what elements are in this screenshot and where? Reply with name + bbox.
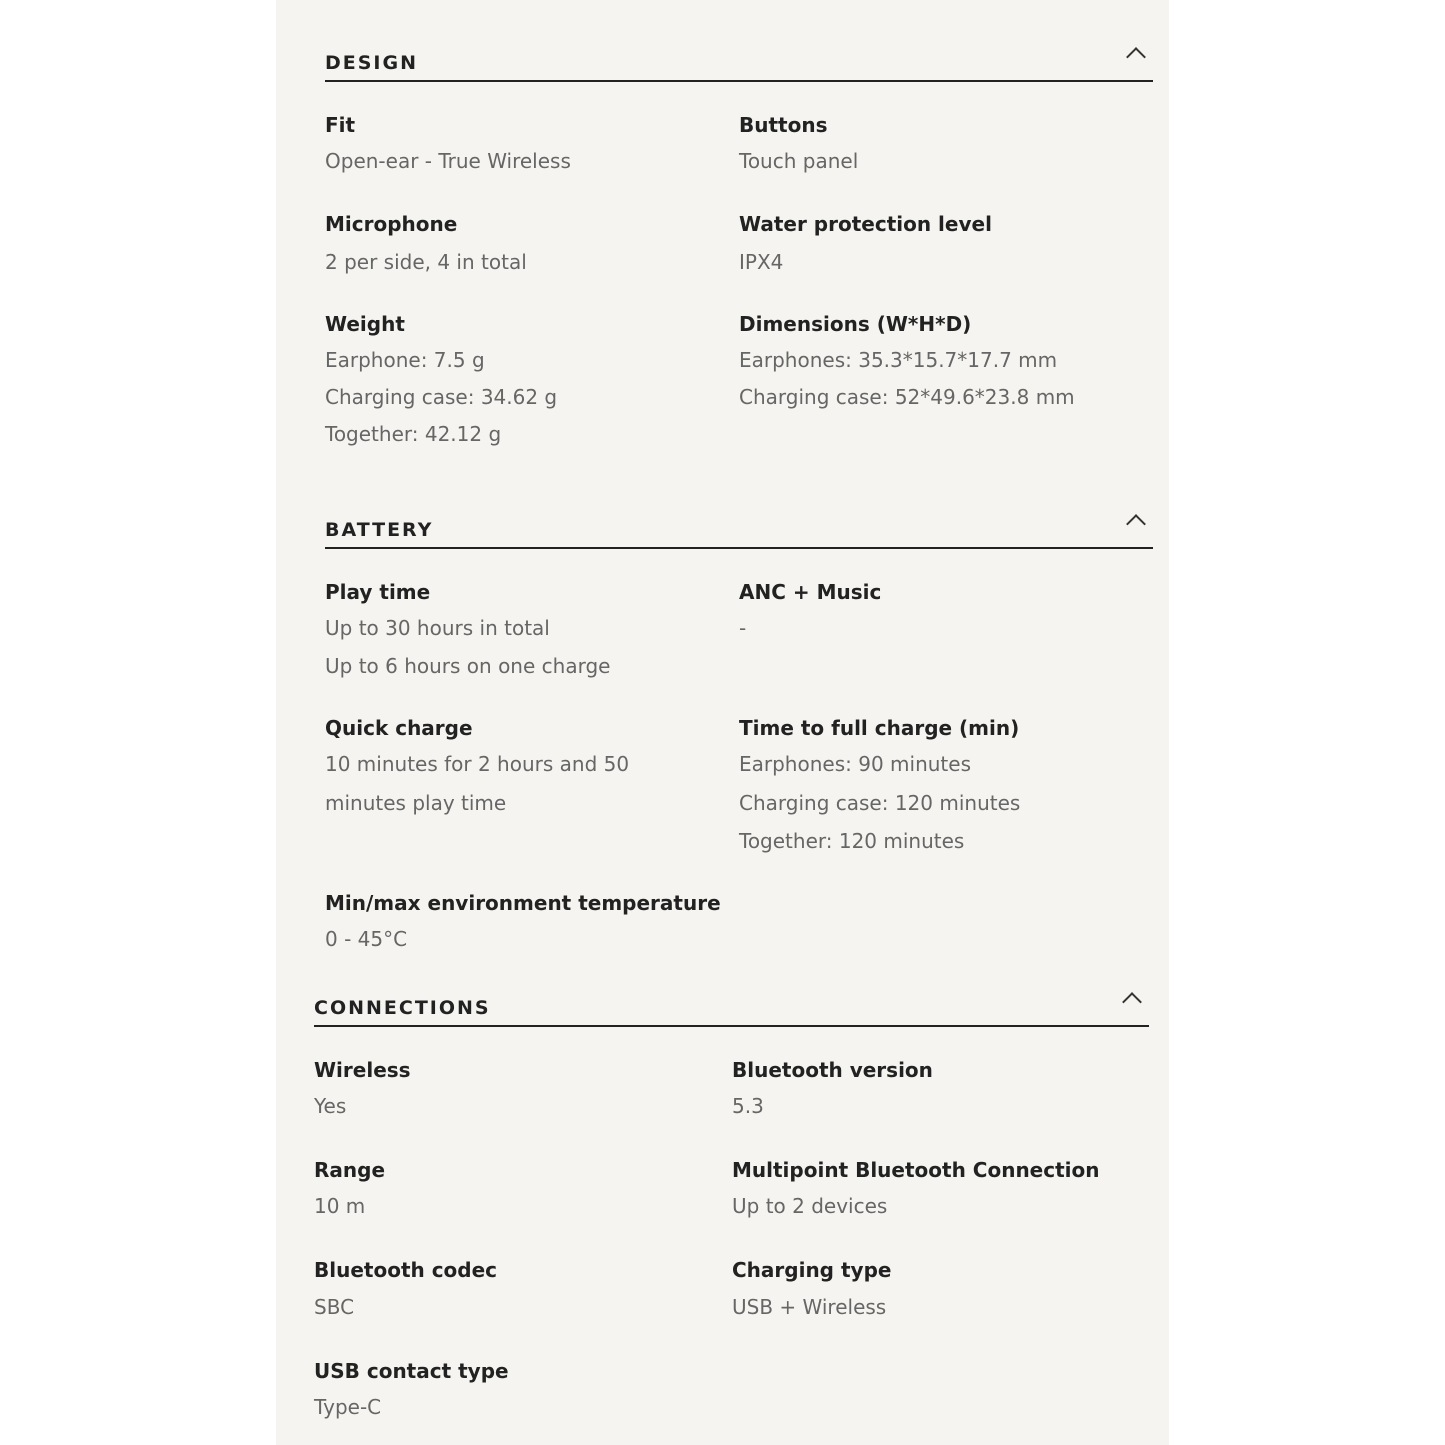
spec-temperature <box>325 890 721 951</box>
spec-label: Buttons <box>739 113 828 137</box>
spec-label: Min/max environment temperature <box>325 891 721 915</box>
spec-panel-upper <box>276 0 1169 973</box>
spec-label: ANC + Music <box>739 580 882 604</box>
spec-value: 10 m <box>314 1194 366 1218</box>
spec-value: minutes play time <box>325 791 507 815</box>
spec-value: Up to 30 hours in total <box>325 616 550 640</box>
spec-fit <box>325 112 571 173</box>
chevron-up-icon[interactable] <box>1126 514 1146 534</box>
spec-value: Open-ear - True Wireless <box>325 149 571 173</box>
spec-wireless <box>314 1057 411 1118</box>
spec-value: Together: 42.12 g <box>325 422 502 446</box>
section-connections-header[interactable] <box>314 973 1149 1027</box>
spec-range <box>314 1157 386 1218</box>
spec-usb-type <box>314 1358 509 1419</box>
spec-value: 10 minutes for 2 hours and 50 <box>325 752 630 776</box>
spec-panel-lower <box>276 973 1169 1445</box>
spec-value: 0 - 45°C <box>325 927 408 951</box>
spec-value: Touch panel <box>739 149 859 173</box>
spec-value: 5.3 <box>732 1094 764 1118</box>
spec-label: Charging type <box>732 1258 892 1282</box>
spec-label: Microphone <box>325 212 458 236</box>
spec-value: 2 per side, 4 in total <box>325 250 527 274</box>
spec-value: Type-C <box>314 1395 382 1419</box>
spec-bluetooth-codec <box>314 1257 498 1319</box>
chevron-up-icon[interactable] <box>1126 47 1146 67</box>
section-design-header[interactable] <box>325 0 1153 82</box>
spec-label: Multipoint Bluetooth Connection <box>732 1158 1100 1182</box>
spec-weight <box>325 311 558 446</box>
spec-anc-music <box>739 579 882 640</box>
section-design <box>325 0 1153 460</box>
spec-bluetooth-version <box>732 1057 933 1118</box>
spec-play-time <box>325 579 611 678</box>
section-title: BATTERY <box>325 519 434 541</box>
spec-value: SBC <box>314 1295 355 1319</box>
spec-label: Bluetooth version <box>732 1058 933 1082</box>
spec-value: Earphones: 90 minutes <box>739 752 971 776</box>
spec-value: Charging case: 120 minutes <box>739 791 1021 815</box>
spec-value: - <box>739 616 747 640</box>
section-title: DESIGN <box>325 52 419 74</box>
spec-label: Water protection level <box>739 212 992 236</box>
spec-label: Wireless <box>314 1058 411 1082</box>
spec-value: IPX4 <box>739 250 784 274</box>
spec-label: Time to full charge (min) <box>739 716 1020 740</box>
chevron-up-icon[interactable] <box>1122 992 1142 1012</box>
spec-dimensions <box>739 311 1075 409</box>
spec-value: Yes <box>314 1094 347 1118</box>
spec-multipoint <box>732 1157 1100 1218</box>
spec-label: Range <box>314 1158 386 1182</box>
spec-value: Charging case: 52*49.6*23.8 mm <box>739 385 1075 409</box>
spec-label: Fit <box>325 113 356 137</box>
spec-water-protection <box>739 211 992 274</box>
spec-label: Weight <box>325 312 405 336</box>
spec-full-charge-time <box>739 715 1021 853</box>
spec-microphone <box>325 211 527 274</box>
spec-value: Earphone: 7.5 g <box>325 348 485 372</box>
section-connections <box>314 973 1149 1443</box>
spec-label: Quick charge <box>325 716 473 740</box>
spec-value: USB + Wireless <box>732 1295 887 1319</box>
spec-label: Play time <box>325 580 431 604</box>
spec-quick-charge <box>325 715 630 815</box>
spec-value: Together: 120 minutes <box>739 829 965 853</box>
spec-value: Earphones: 35.3*15.7*17.7 mm <box>739 348 1058 372</box>
spec-label: USB contact type <box>314 1359 509 1383</box>
spec-buttons <box>739 112 859 173</box>
section-title: CONNECTIONS <box>314 997 491 1019</box>
spec-value: Up to 2 devices <box>732 1194 888 1218</box>
spec-label: Dimensions (W*H*D) <box>739 312 972 336</box>
spec-value: Charging case: 34.62 g <box>325 385 558 409</box>
section-battery-header[interactable] <box>325 467 1153 549</box>
spec-value: Up to 6 hours on one charge <box>325 654 611 678</box>
section-battery <box>325 467 1153 967</box>
spec-label: Bluetooth codec <box>314 1258 498 1282</box>
spec-charging-type <box>732 1257 892 1319</box>
